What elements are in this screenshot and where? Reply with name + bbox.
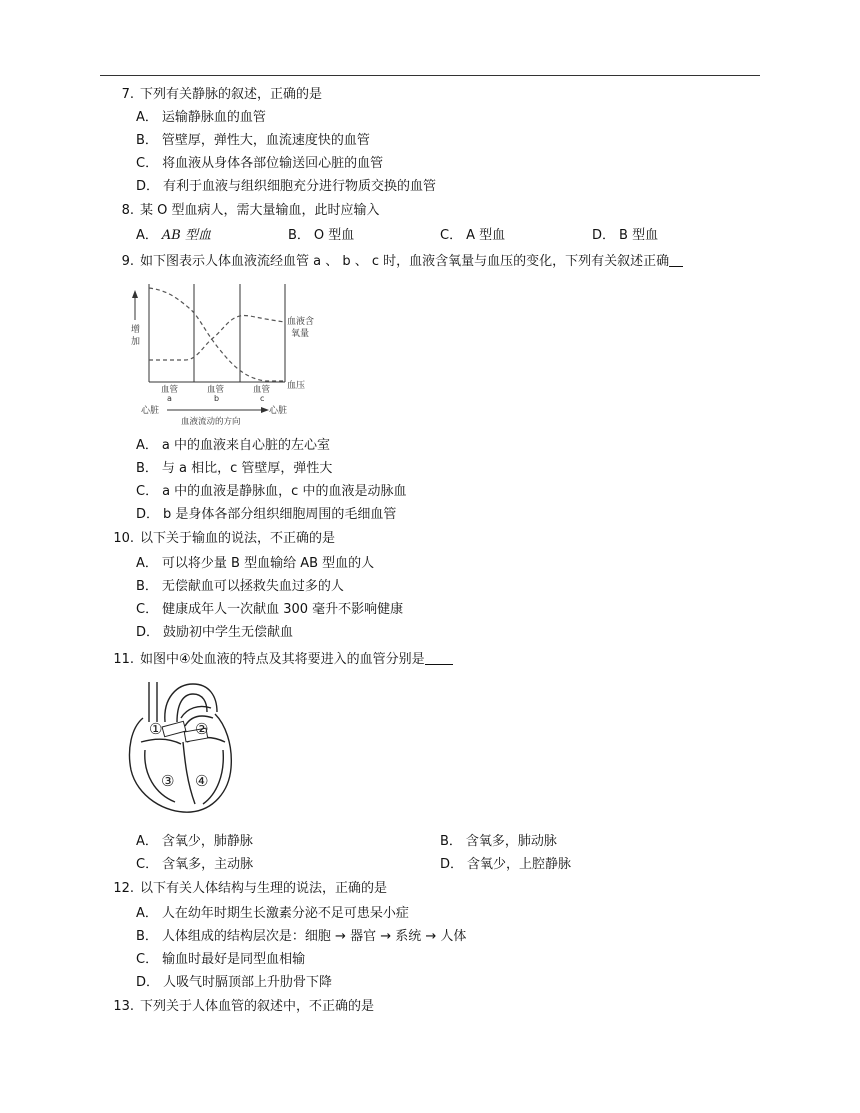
option-letter: A． [136, 834, 158, 849]
option-text: 可以将少量 B 型血输给 AB 型血的人 [161, 556, 375, 571]
option-letter: D． [592, 228, 616, 243]
vessel-a-label: 血管 [161, 385, 179, 395]
option-text: 无偿献血可以拯救失血过多的人 [161, 579, 344, 594]
header-rule [100, 75, 760, 76]
option-letter: B． [136, 133, 158, 148]
vessel-b-letter: b [214, 394, 220, 403]
option-letter: C． [440, 228, 463, 243]
option-9d [136, 506, 396, 524]
question-number: 10. [113, 531, 134, 546]
option-text: a 中的血液来自心脏的左心室 [161, 438, 331, 453]
ventricle-wall [145, 750, 224, 804]
option-8d [592, 227, 658, 245]
question-stem: 如图中④处血液的特点及其将要进入的血管分别是 [140, 652, 425, 667]
option-12b [136, 928, 466, 946]
option-text: 人吸气时膈顶部上升肋骨下降 [163, 975, 333, 990]
option-text: a 中的血液是静脉血，c 中的血液是动脉血 [162, 484, 407, 499]
option-letter: B． [136, 579, 158, 594]
option-text: 将血液从身体各部位输送回心脏的血管 [162, 156, 384, 171]
option-text: 人在幼年时期生长激素分泌不足可患呆小症 [161, 906, 409, 921]
option-7b [136, 132, 370, 150]
option-text: 输血时最好是同型血相输 [162, 952, 306, 967]
option-12c [136, 951, 305, 969]
option-text: 与 a 相比，c 管壁厚，弹性大 [161, 461, 333, 476]
figure-9-chart [125, 280, 345, 430]
option-text: 含氧多，肺动脉 [465, 834, 557, 849]
option-text: 有利于血液与组织细胞充分进行物质交换的血管 [163, 179, 437, 194]
septum [183, 742, 195, 804]
y-axis-arrow [132, 290, 138, 320]
question-number: 13. [113, 999, 134, 1014]
option-9b [136, 460, 332, 478]
chamber-2-label: ② [195, 720, 209, 738]
option-9c [136, 483, 406, 501]
heart-left-label: 心脏 [141, 406, 160, 416]
option-11d [440, 856, 571, 874]
question-number: 12. [113, 881, 134, 896]
option-letter: C． [136, 857, 159, 872]
option-8c [440, 227, 505, 245]
option-10d [136, 624, 293, 642]
option-8a [136, 227, 211, 245]
option-letter: C． [136, 156, 159, 171]
option-letter: A． [136, 438, 158, 453]
option-letter: D． [136, 625, 160, 640]
question-number: 9. [121, 254, 134, 269]
option-10c [136, 601, 403, 619]
option-8b [288, 227, 354, 245]
option-letter: C． [136, 952, 159, 967]
question-12 [110, 880, 387, 898]
option-text: O 型血 [313, 228, 355, 243]
option-text: AB 型血 [161, 228, 211, 243]
question-number: 7. [121, 87, 134, 102]
question-8 [110, 202, 380, 220]
question-stem: 以下关于输血的说法，不正确的是 [140, 531, 336, 546]
option-11b [440, 833, 557, 851]
option-letter: B． [440, 834, 462, 849]
plot-frame [149, 284, 285, 382]
option-text: 健康成年人一次献血 300 毫升不影响健康 [162, 602, 404, 617]
question-9 [110, 252, 683, 271]
option-letter: B． [136, 929, 158, 944]
question-stem: 下列有关静脉的叙述，正确的是 [140, 87, 323, 102]
option-9a [136, 437, 330, 455]
option-7a [136, 109, 266, 127]
flow-label: 血液流动的方向 [181, 417, 241, 427]
pressure-curve [149, 288, 283, 381]
option-letter: D． [136, 975, 160, 990]
question-11 [110, 650, 453, 669]
option-12a [136, 905, 409, 923]
y-label-bottom: 加 [131, 337, 141, 347]
option-text: 运输静脉血的血管 [161, 110, 266, 125]
question-number: 8. [121, 203, 134, 218]
oxygen-label-line1: 血液含 [287, 317, 315, 327]
oxygen-curve [149, 315, 285, 360]
question-13 [110, 998, 374, 1016]
vessel-c-label: 血管 [253, 385, 271, 395]
pressure-label: 血压 [287, 381, 306, 391]
question-stem: 以下有关人体结构与生理的说法，正确的是 [140, 881, 388, 896]
option-11c [136, 856, 253, 874]
option-letter: D． [136, 179, 160, 194]
option-11a [136, 833, 253, 851]
option-7d [136, 178, 436, 196]
option-letter: B． [288, 228, 310, 243]
option-letter: C． [136, 602, 159, 617]
question-stem: 某 O 型血病人，需大量输血，此时应输入 [140, 203, 380, 218]
option-7c [136, 155, 383, 173]
option-text: 鼓励初中学生无偿献血 [163, 625, 294, 640]
flow-direction-arrow [167, 407, 269, 413]
option-letter: A． [136, 556, 158, 571]
option-letter: D． [136, 507, 160, 522]
question-10 [110, 530, 335, 548]
chamber-3-label: ③ [161, 772, 175, 790]
option-text: 含氧多，主动脉 [162, 857, 254, 872]
option-text: B 型血 [619, 228, 659, 243]
oxygen-label-line2: 氧量 [291, 329, 310, 339]
chamber-1-label: ① [149, 720, 163, 738]
option-letter: A． [136, 228, 158, 243]
question-number: 11. [113, 652, 134, 667]
option-10b [136, 578, 344, 596]
vessel-b-label: 血管 [207, 385, 225, 395]
option-letter: D． [440, 857, 464, 872]
heart-right-label: 心脏 [269, 406, 288, 416]
option-letter: A． [136, 906, 158, 921]
option-letter: C． [136, 484, 159, 499]
y-label-top: 增 [131, 325, 141, 335]
question-stem: 如下图表示人体血液流经血管 a 、 b 、 c 时，血液含氧量与血压的变化，下列有关叙述正确 [140, 254, 670, 269]
vessel-c-letter: c [260, 394, 265, 403]
answer-blank [425, 650, 453, 665]
vessel-a-letter: a [167, 394, 172, 403]
option-letter: A． [136, 110, 158, 125]
chamber-4-label: ④ [195, 772, 209, 790]
option-text: 含氧少，上腔静脉 [467, 857, 572, 872]
option-text: b 是身体各部分组织细胞周围的毛细血管 [163, 507, 397, 522]
option-text: A 型血 [466, 228, 506, 243]
option-text: 人体组成的结构层次是：细胞 → 器官 → 系统 → 人体 [161, 929, 467, 944]
question-stem: 下列关于人体血管的叙述中，不正确的是 [140, 999, 375, 1014]
question-7 [110, 86, 322, 104]
option-text: 管壁厚，弹性大，血流速度快的血管 [161, 133, 370, 148]
option-text: 含氧少，肺静脉 [161, 834, 253, 849]
option-letter: B． [136, 461, 158, 476]
answer-blank [669, 252, 683, 267]
vena-cava [149, 682, 157, 722]
option-12d [136, 974, 332, 992]
figure-11-heart [125, 678, 235, 818]
option-10a [136, 555, 374, 573]
